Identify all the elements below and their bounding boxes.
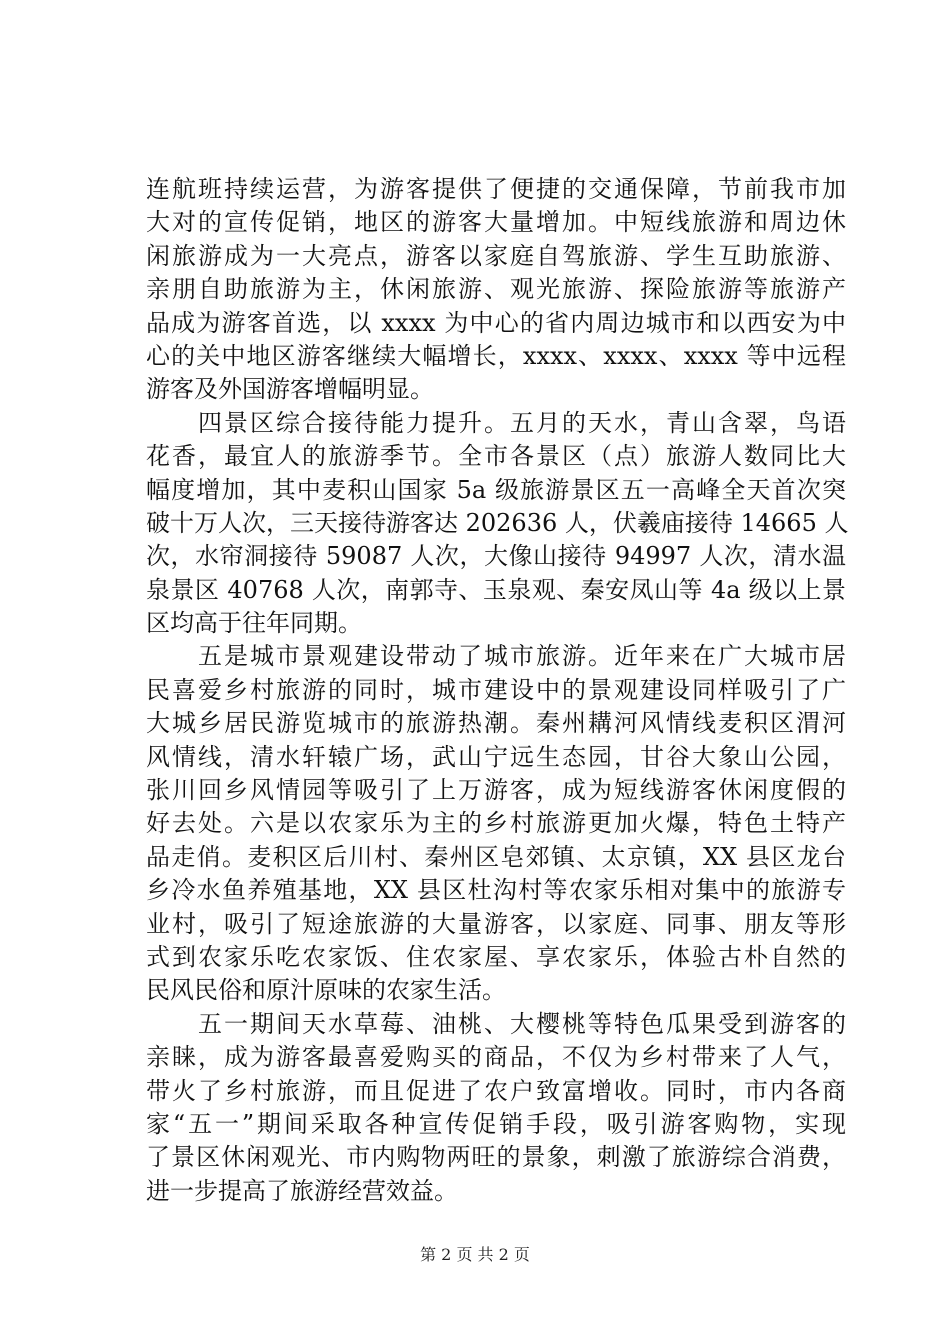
text-line: 泉景区 40768 人次，南郭寺、玉泉观、秦安凤山等 4a 级以上景 <box>146 575 846 604</box>
text-line: 四景区综合接待能力提升。五月的天水，青山含翠，鸟语 <box>146 408 846 437</box>
text-line: 幅度增加，其中麦积山国家 5a 级旅游景区五一高峰全天首次突 <box>146 475 846 504</box>
text-line: 闲旅游成为一大亮点，游客以家庭自驾旅游、学生互助旅游、 <box>146 241 846 270</box>
text-line: 连航班持续运营，为游客提供了便捷的交通保障，节前我市加 <box>146 175 846 203</box>
text-line: 亲睐，成为游客最喜爱购买的商品，不仅为乡村带来了人气， <box>146 1043 846 1072</box>
text-line: 花香，最宜人的旅游季节。全市各景区（点）旅游人数同比大 <box>146 442 846 471</box>
text-line: 好去处。六是以农家乐为主的乡村旅游更加火爆，特色土特产 <box>146 809 846 838</box>
text-line: 张川回乡风情园等吸引了上万游客，成为短线游客休闲度假的 <box>146 776 846 805</box>
text-line: 品成为游客首选，以 xxxx 为中心的省内周边城市和以西安为中 <box>146 308 846 337</box>
document-body <box>146 173 849 1208</box>
page-footer: 第 2 页 共 2 页 <box>420 1245 530 1264</box>
text-line: 破十万人次，三天接待游客达 202636 人，伏羲庙接待 14665 人 <box>146 508 849 537</box>
text-line: 民喜爱乡村旅游的同时，城市建设中的景观建设同样吸引了广 <box>146 675 846 704</box>
text-line: 进一步提高了旅游经营效益。 <box>146 1176 458 1205</box>
text-line: 大对的宣传促销，地区的游客大量增加。中短线旅游和周边休 <box>146 208 846 237</box>
text-line: 式到农家乐吃农家饭、住农家屋、享农家乐，体验古朴自然的 <box>146 942 846 971</box>
text-line: 乡冷水鱼养殖基地，XX 县区杜沟村等农家乐相对集中的旅游专 <box>146 876 846 905</box>
text-line: 五一期间天水草莓、油桃、大樱桃等特色瓜果受到游客的 <box>146 1009 846 1038</box>
text-line: 游客及外国游客增幅明显。 <box>146 375 434 404</box>
text-line: 五是城市景观建设带动了城市旅游。近年来在广大城市居 <box>146 642 846 671</box>
text-line: 区均高于往年同期。 <box>146 609 362 638</box>
text-line: 带火了乡村旅游，而且促进了农户致富增收。同时，市内各商 <box>146 1076 846 1105</box>
text-line: 民风民俗和原汁原味的农家生活。 <box>146 976 506 1005</box>
text-line: 心的关中地区游客继续大幅增长，xxxx、xxxx、xxxx 等中远程 <box>146 341 846 370</box>
text-line: 业村，吸引了短途旅游的大量游客，以家庭、同事、朋友等形 <box>146 909 846 938</box>
text-line: 大城乡居民游览城市的旅游热潮。秦州耩河风情线麦积区渭河 <box>146 709 846 738</box>
text-line: 亲朋自助旅游为主，休闲旅游、观光旅游、探险旅游等旅游产 <box>146 275 846 304</box>
text-line: 风情线，清水轩辕广场，武山宁远生态园，甘谷大象山公园， <box>146 742 846 771</box>
text-line: 次，水帘洞接待 59087 人次，大像山接待 94997 人次，清水温 <box>146 542 846 571</box>
text-line: 家“五一”期间采取各种宣传促销手段，吸引游客购物，实现 <box>146 1109 846 1138</box>
text-line: 品走俏。麦积区后川村、秦州区皂郊镇、太京镇，XX 县区龙台 <box>146 842 846 871</box>
text-line: 了景区休闲观光、市内购物两旺的景象，刺激了旅游综合消费， <box>146 1143 846 1172</box>
